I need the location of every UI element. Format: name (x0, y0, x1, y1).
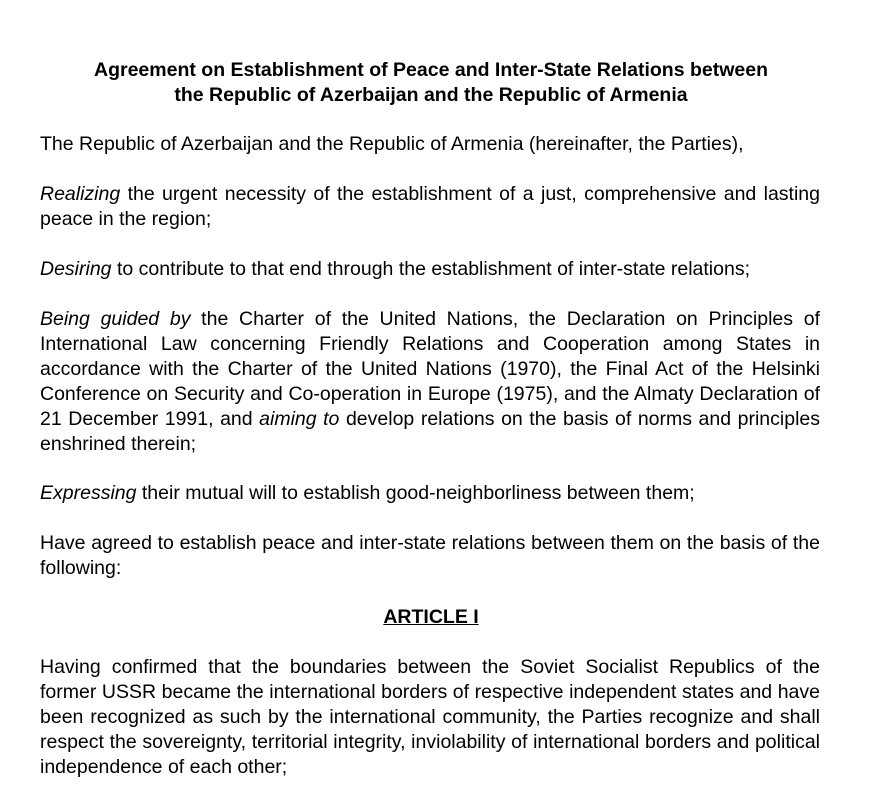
realizing-paragraph (40, 182, 820, 232)
preamble-intro: The Republic of Azerbaijan and the Republic of Armenia (hereinafter, the Parties), (40, 133, 744, 155)
expressing-text: their mutual will to establish good-neighborliness between them; (136, 482, 695, 504)
article-paragraph: Having confirmed that the boundaries between the Soviet Socialist Republics of the former USSR became the international borders of respective independent states and have been recognized as such by the international community, the Parties recognize and shall respect the sovereignty, territorial integrity, inviolability of international borders and political independence of each other; (40, 656, 820, 778)
agreed-paragraph: Have agreed to establish peace and inter-state relations between them on the basis of the following: (40, 532, 820, 579)
aiming-lead: aiming to (259, 408, 340, 430)
title-line-1: Agreement on Establishment of Peace and Inter-State Relations between (94, 59, 768, 81)
guided-text: the Charter of the United Nations, the Declaration on Principles of International Law concerning Friendly Relations and Cooperation among States in accordance with the Charter of the United Nations (1970), the Final Act of the Helsinki Conference on Security and Co-operation in Europe (1975), and the Almaty Declaration of 21 December 1991, and (40, 308, 820, 430)
aiming-text: develop relations on the basis of norms and principles enshrined therein; (40, 408, 821, 455)
expressing-paragraph (40, 481, 820, 506)
desiring-paragraph (40, 257, 820, 282)
desiring-text: to contribute to that end through the establishment of inter-state relations; (111, 258, 750, 280)
article-heading (40, 605, 822, 630)
realizing-text: the urgent necessity of the establishment of a just, comprehensive and lasting peace in the region; (40, 183, 820, 230)
document-title (40, 58, 822, 108)
title-line-2: the Republic of Azerbaijan and the Republic of Armenia (174, 84, 688, 106)
guided-lead: Being guided by (40, 308, 191, 330)
guided-paragraph (40, 307, 820, 457)
realizing-lead: Realizing (40, 183, 121, 205)
desiring-lead: Desiring (40, 258, 112, 280)
article-heading-text: ARTICLE I (383, 606, 479, 628)
expressing-lead: Expressing (40, 482, 137, 504)
